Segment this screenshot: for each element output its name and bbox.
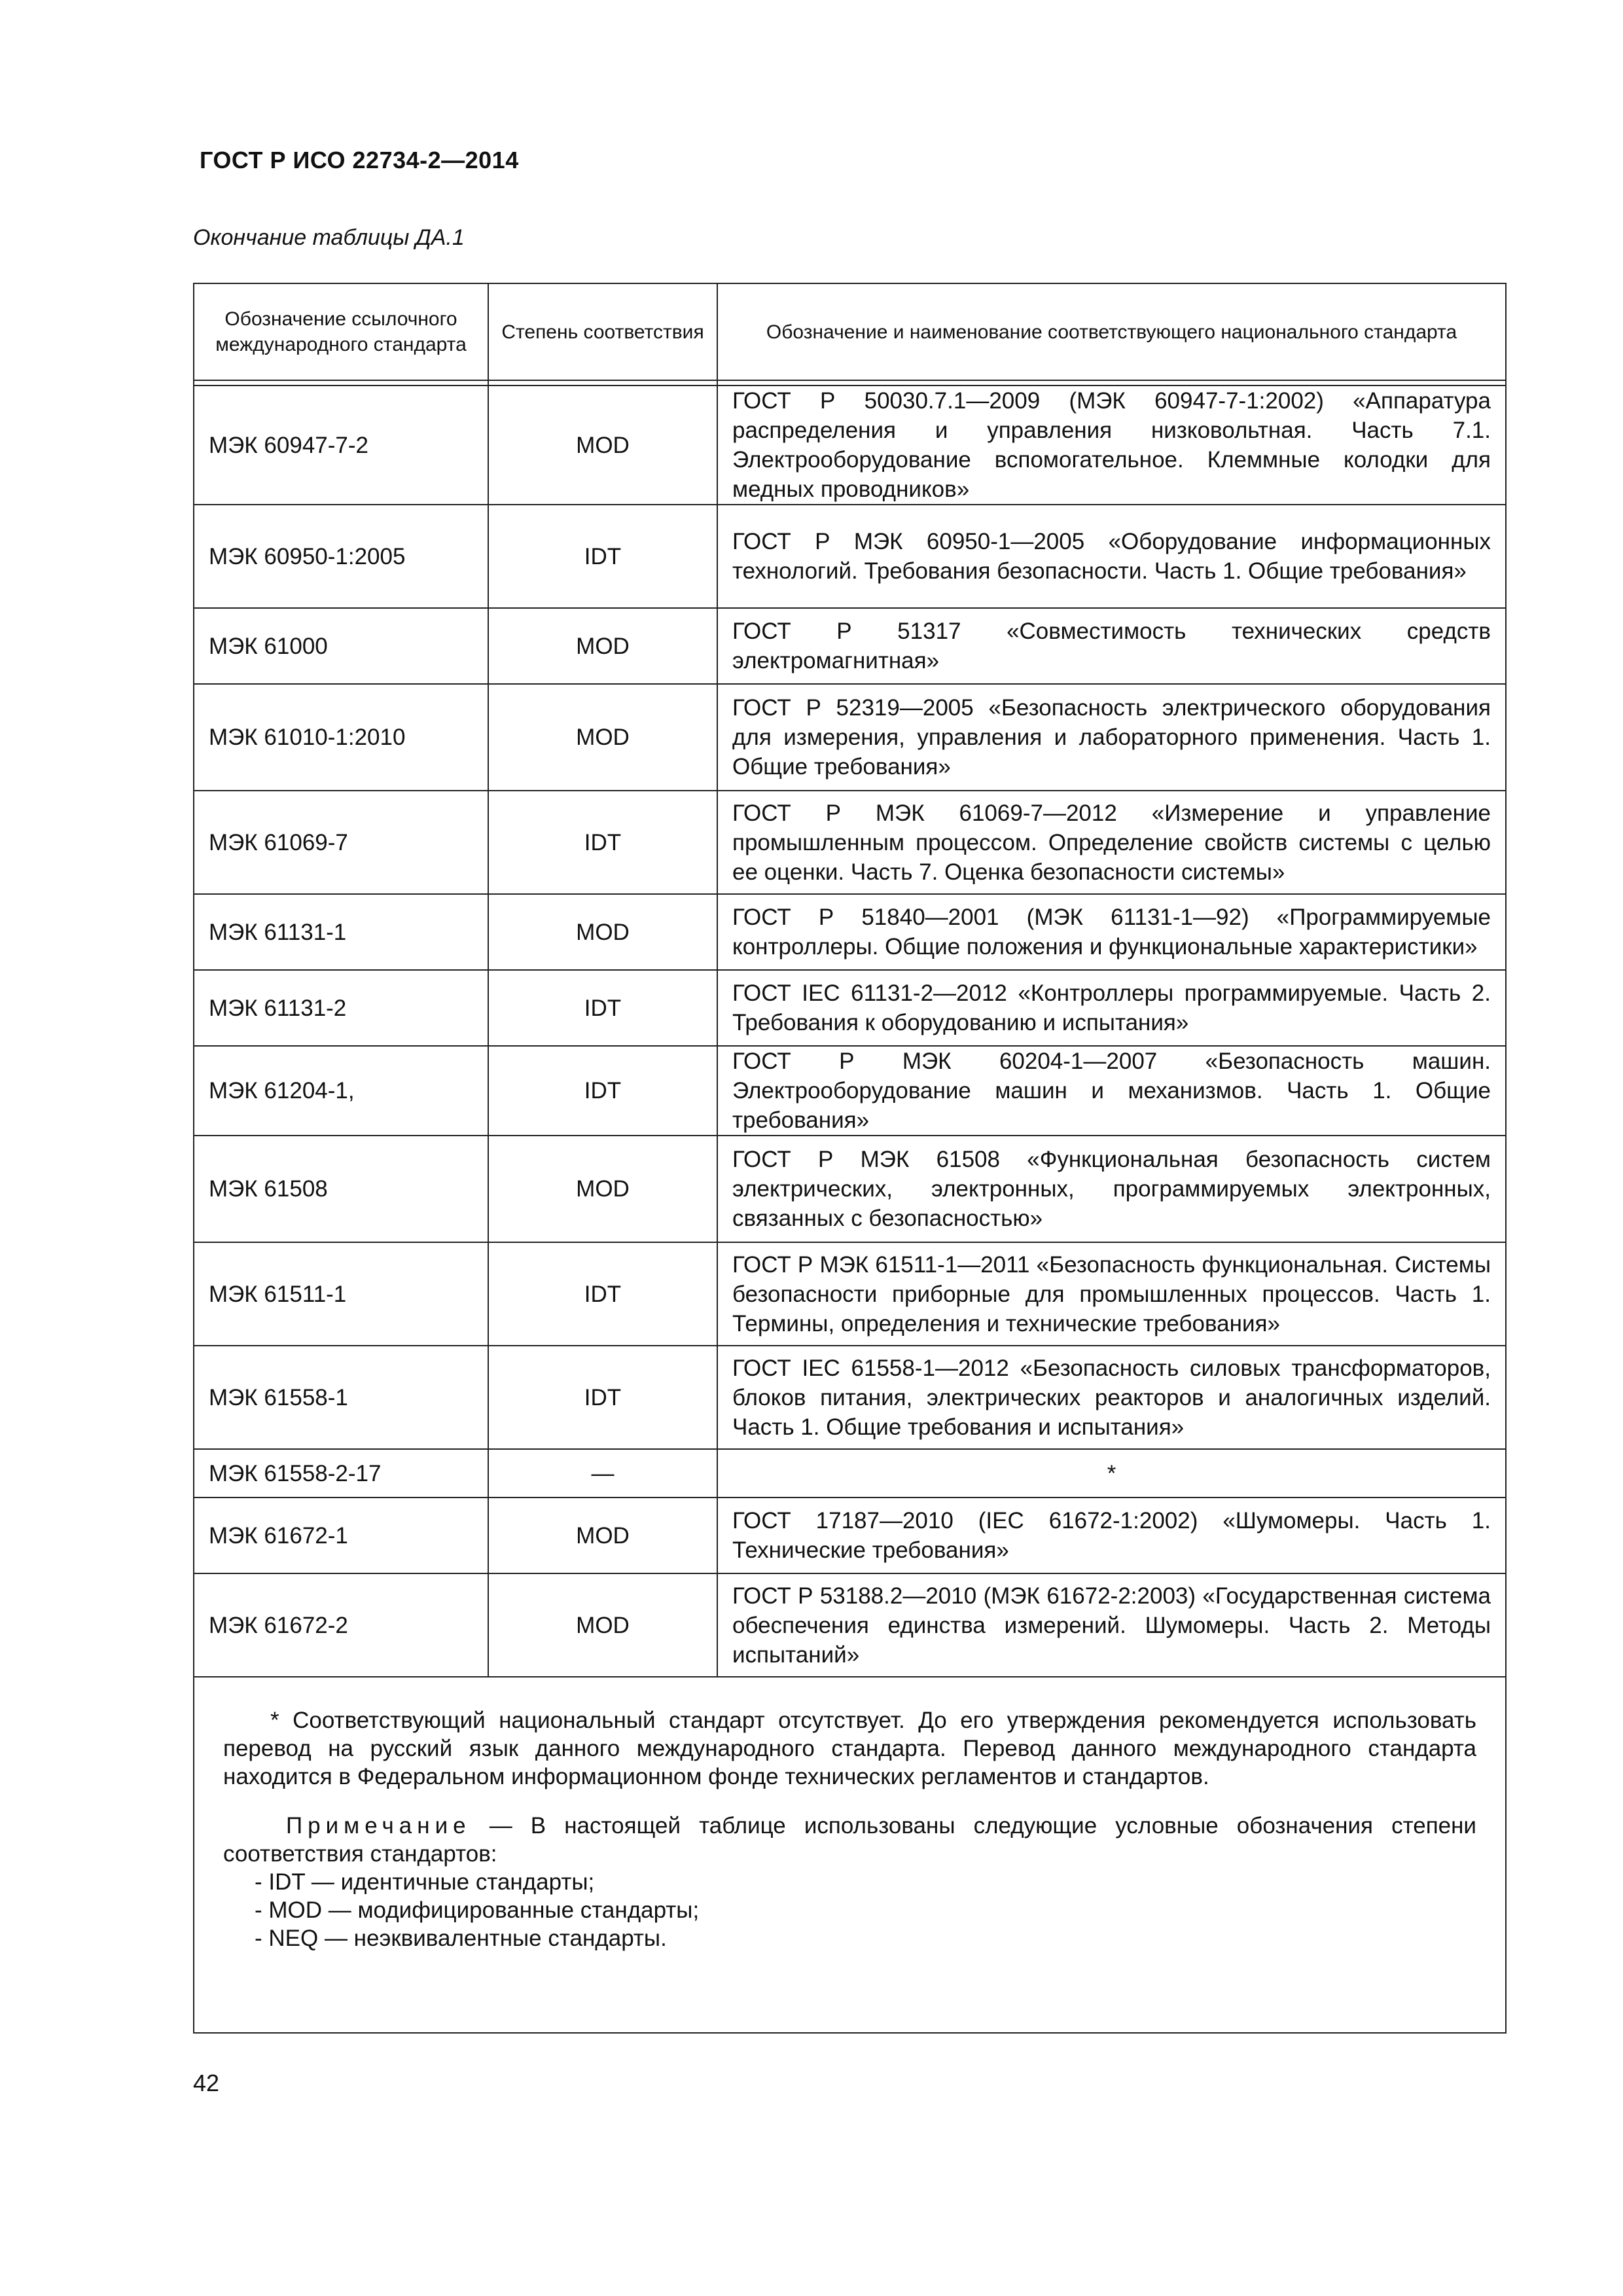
degree-cell: IDT (488, 791, 717, 894)
international-standard-cell: МЭК 60950-1:2005 (194, 505, 488, 608)
degree-cell: IDT (488, 1046, 717, 1136)
table-row (194, 608, 1506, 684)
national-standard-cell: ГОСТ Р 52319—2005 «Безопасность электрического оборудования для измерения, управления и лабораторного применения. Часть 1. Общие требования» (717, 684, 1506, 791)
international-standard-cell: МЭК 60947-7-2 (194, 386, 488, 505)
note-list (223, 1868, 1476, 1952)
international-standard-cell: МЭК 61069-7 (194, 791, 488, 894)
table-row (194, 1449, 1506, 1498)
column-header-national: Обозначение и наименование соответствующего национального стандарта (717, 283, 1506, 380)
national-standard-cell: ГОСТ 17187—2010 (IEC 61672-1:2002) «Шумомеры. Часть 1. Технические требования» (717, 1498, 1506, 1573)
national-standard-cell: ГОСТ Р 53188.2—2010 (МЭК 61672-2:2003) «Государственная система обеспечения единства измерений. Шумомеры. Часть 2. Методы испытаний» (717, 1573, 1506, 1677)
standards-table (193, 283, 1507, 2034)
international-standard-cell: МЭК 61558-1 (194, 1346, 488, 1449)
national-standard-cell: ГОСТ Р МЭК 60204-1—2007 «Безопасность машин. Электрооборудование машин и механизмов. Часть 1. Общие требования» (717, 1046, 1506, 1136)
table-row (194, 1136, 1506, 1242)
international-standard-cell: МЭК 61672-2 (194, 1573, 488, 1677)
degree-cell: IDT (488, 505, 717, 608)
table-row (194, 1242, 1506, 1346)
national-standard-cell: ГОСТ Р 51317 «Совместимость технических средств электромагнитная» (717, 608, 1506, 684)
national-standard-cell: ГОСТ Р 50030.7.1—2009 (МЭК 60947-7-1:2002) «Аппаратура распределения и управления низковольтная. Часть 7.1. Электрооборудование вспомогательное. Клеммные колодки для медных проводников» (717, 386, 1506, 505)
national-standard-cell: * (717, 1449, 1506, 1498)
note (223, 1812, 1476, 1868)
table-notes-row (194, 1677, 1506, 2033)
footnote: * Соответствующий национальный стандарт отсутствует. До его утверждения рекомендуется использовать перевод на русский язык данного международного стандарта. Перевод данного международного стандарта находится в Федеральном информационном фонде технических регламентов и стандартов. (223, 1708, 1476, 1789)
international-standard-cell: МЭК 61672-1 (194, 1498, 488, 1573)
table-row (194, 684, 1506, 791)
international-standard-cell: МЭК 61508 (194, 1136, 488, 1242)
international-standard-cell: МЭК 61558-2-17 (194, 1449, 488, 1498)
table-caption: Окончание таблицы ДА.1 (193, 225, 465, 250)
degree-cell: MOD (488, 894, 717, 970)
national-standard-cell: ГОСТ Р 51840—2001 (МЭК 61131-1—92) «Программируемые контроллеры. Общие положения и функциональные характеристики» (717, 894, 1506, 970)
table-row (194, 791, 1506, 894)
national-standard-cell: ГОСТ Р МЭК 60950-1—2005 «Оборудование информационных технологий. Требования безопасности. Часть 1. Общие требования» (717, 505, 1506, 608)
degree-cell: MOD (488, 1498, 717, 1573)
table-row (194, 970, 1506, 1046)
degree-cell: IDT (488, 970, 717, 1046)
international-standard-cell: МЭК 61131-1 (194, 894, 488, 970)
column-header-degree: Степень соответствия (488, 283, 717, 380)
table-row (194, 386, 1506, 505)
table-row (194, 1573, 1506, 1677)
table-row (194, 1046, 1506, 1136)
degree-cell: MOD (488, 1573, 717, 1677)
table-notes-cell (194, 1677, 1506, 2033)
page-number: 42 (193, 2070, 220, 2096)
national-standard-cell: ГОСТ Р МЭК 61511-1—2011 «Безопасность функциональная. Системы безопасности приборные для промышленных процессов. Часть 1. Термины, определения и технические требования» (717, 1242, 1506, 1346)
header-separator (194, 380, 1506, 386)
column-header-international: Обозначение ссылочного международного стандарта (194, 283, 488, 380)
standards-table-body (194, 283, 1506, 1677)
degree-cell: MOD (488, 608, 717, 684)
national-standard-cell: ГОСТ Р МЭК 61069-7—2012 «Измерение и управление промышленным процессом. Определение свойств системы с целью ее оценки. Часть 7. Оценка безопасности системы» (717, 791, 1506, 894)
document-code: ГОСТ Р ИСО 22734-2—2014 (200, 147, 519, 173)
international-standard-cell: МЭК 61511-1 (194, 1242, 488, 1346)
table-row (194, 505, 1506, 608)
degree-cell: MOD (488, 684, 717, 791)
national-standard-cell: ГОСТ IEC 61131-2—2012 «Контроллеры программируемые. Часть 2. Требования к оборудованию и испытания» (717, 970, 1506, 1046)
note-text: — В настоящей таблице использованы следующие условные обозначения степени соответствия стандартов: (223, 1813, 1476, 1867)
table-row (194, 1346, 1506, 1449)
degree-cell: — (488, 1449, 717, 1498)
degree-cell: MOD (488, 386, 717, 505)
note-item: - IDT — идентичные стандарты; (255, 1869, 595, 1895)
table-row (194, 1498, 1506, 1573)
international-standard-cell: МЭК 61131-2 (194, 970, 488, 1046)
degree-cell: MOD (488, 1136, 717, 1242)
note-item: - MOD — модифицированные стандарты; (255, 1897, 700, 1923)
note-item: - NEQ — неэквивалентные стандарты. (255, 1926, 667, 1951)
international-standard-cell: МЭК 61010-1:2010 (194, 684, 488, 791)
table-footer (194, 1677, 1506, 2033)
degree-cell: IDT (488, 1346, 717, 1449)
international-standard-cell: МЭК 61204-1, (194, 1046, 488, 1136)
national-standard-cell: ГОСТ IEC 61558-1—2012 «Безопасность силовых трансформаторов, блоков питания, электрических реакторов и аналогичных изделий. Часть 1. Общие требования и испытания» (717, 1346, 1506, 1449)
table-row (194, 894, 1506, 970)
international-standard-cell: МЭК 61000 (194, 608, 488, 684)
national-standard-cell: ГОСТ Р МЭК 61508 «Функциональная безопасность систем электрических, электронных, программируемых электронных, связанных с безопасностью» (717, 1136, 1506, 1242)
degree-cell: IDT (488, 1242, 717, 1346)
note-heading: Примечание (286, 1813, 471, 1839)
table-header-row (194, 283, 1506, 380)
